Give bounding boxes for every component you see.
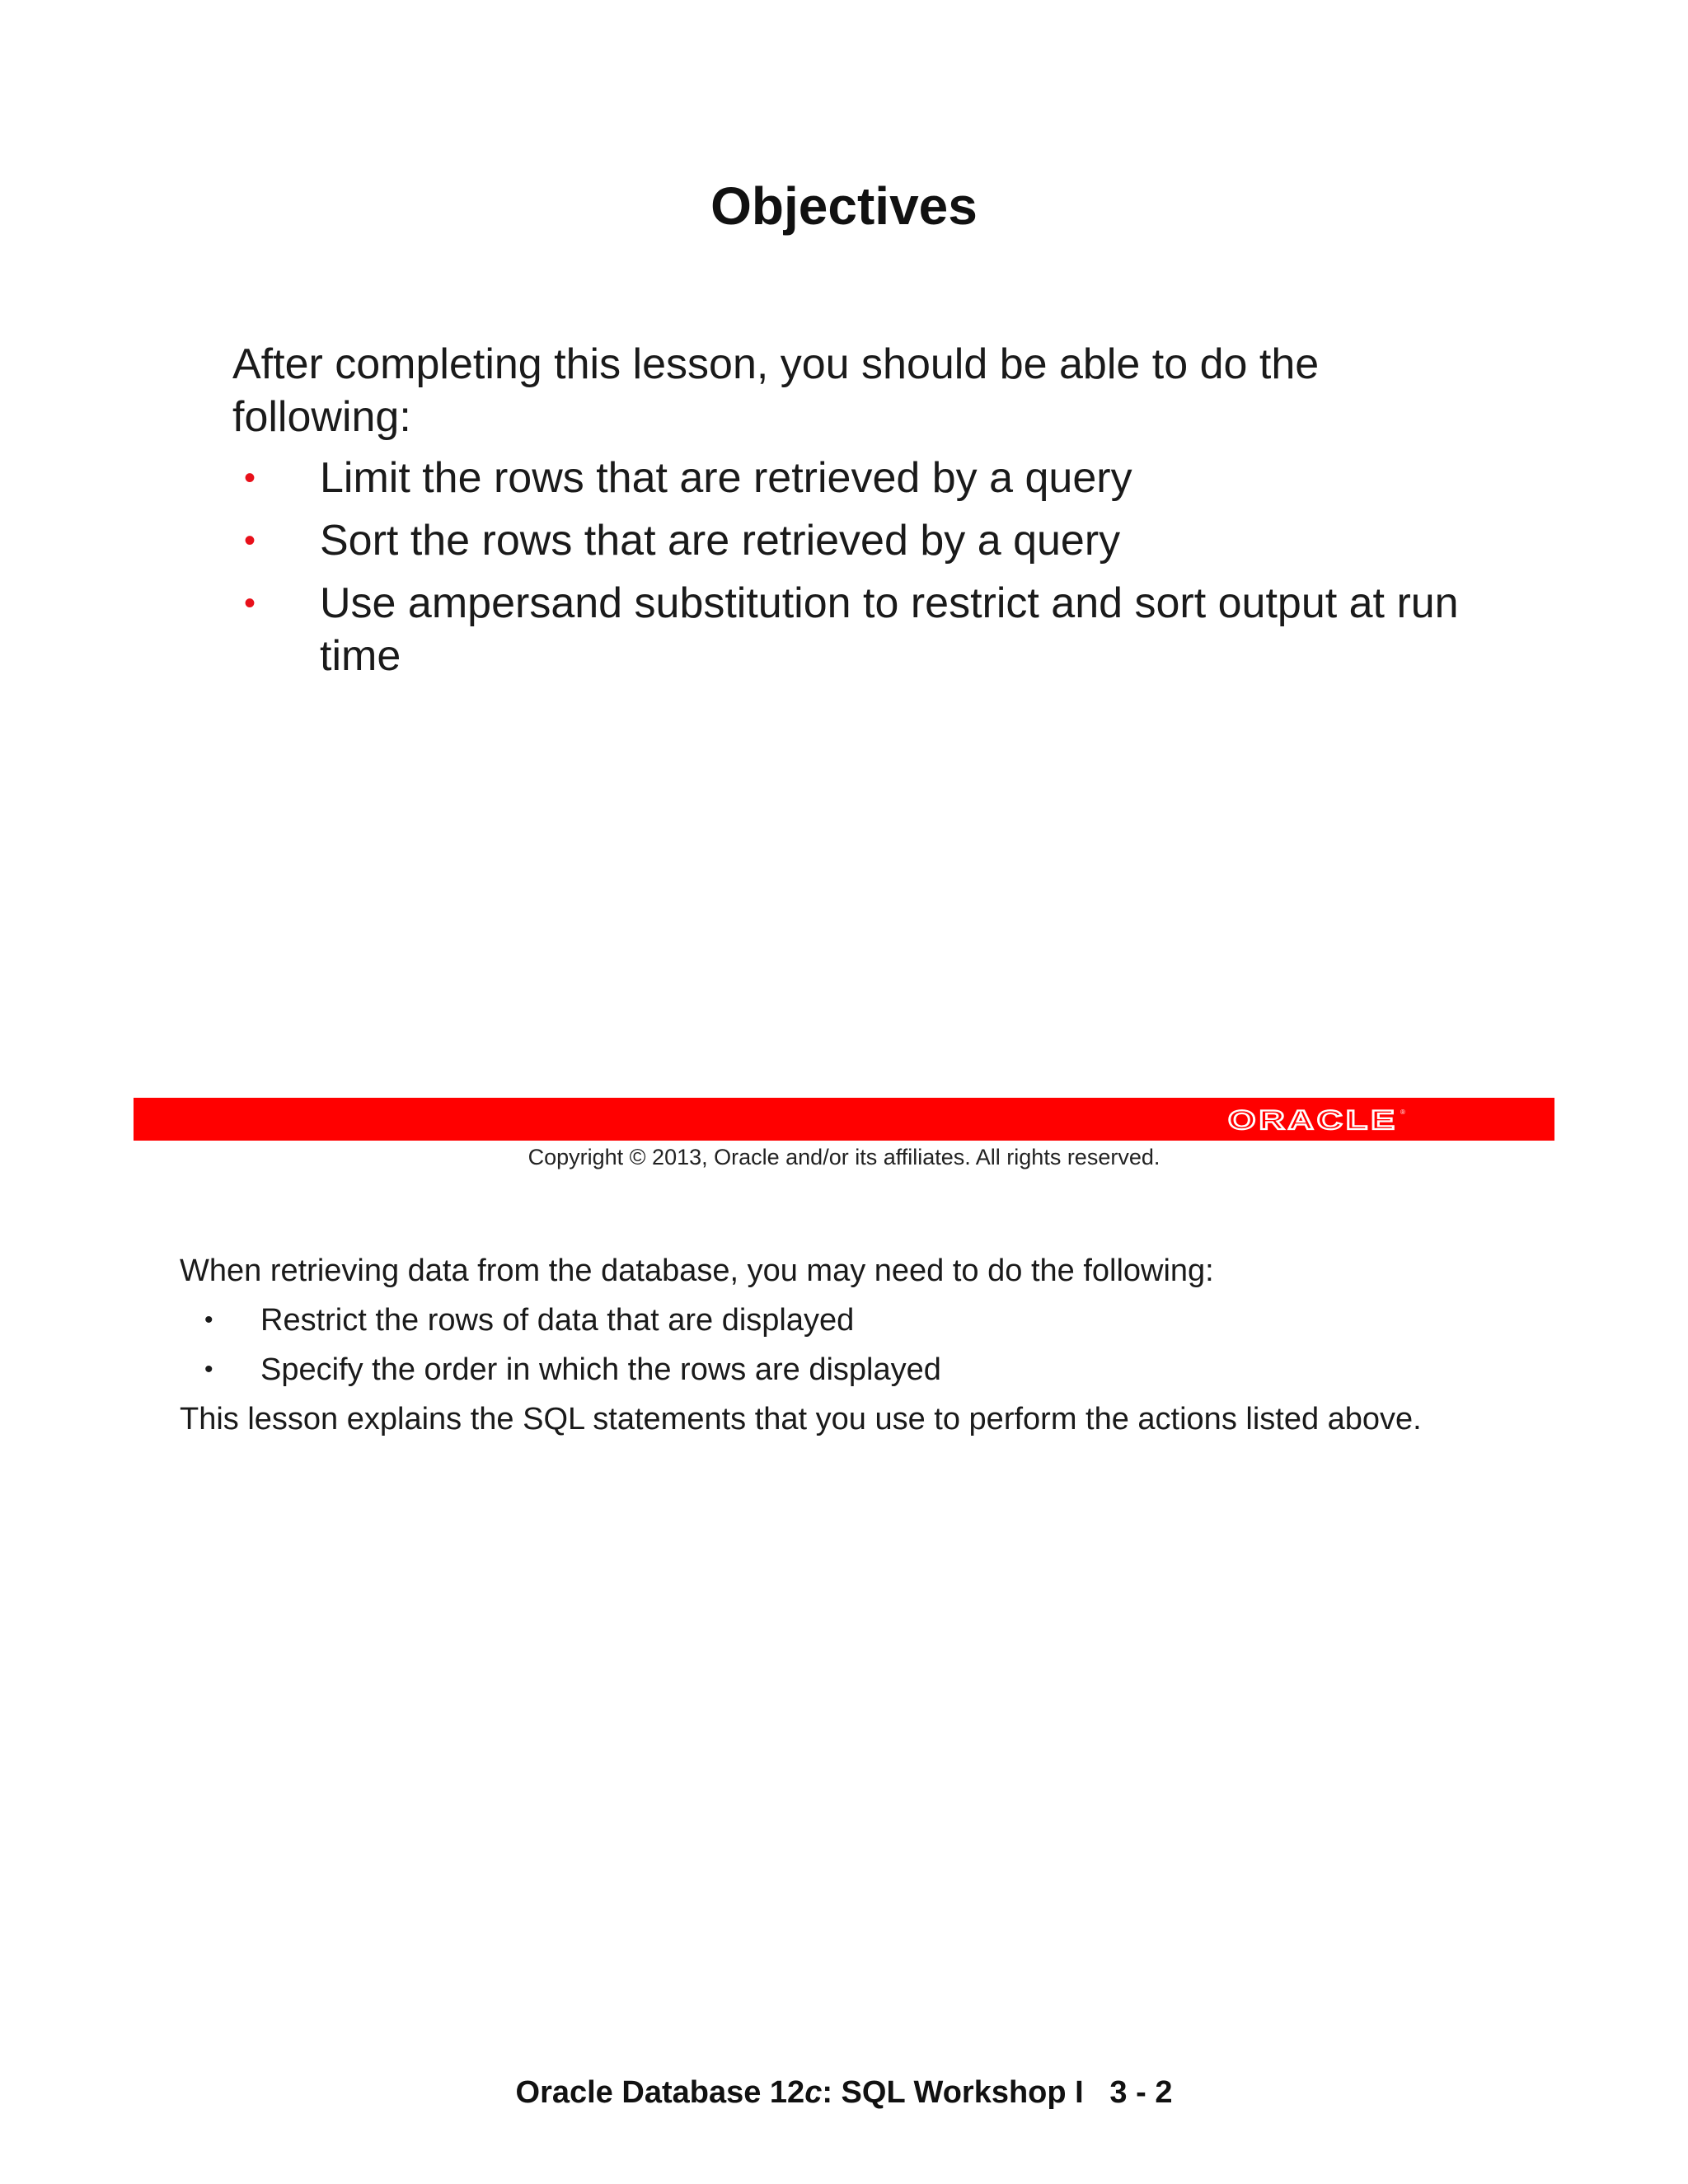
svg-text:®: ® [1400, 1108, 1405, 1116]
speaker-notes [180, 1246, 1581, 1444]
notes-intro: When retrieving data from the database, you may need to do the following: [180, 1254, 1214, 1288]
intro-text: After completing this lesson, you should be able to do the following: [232, 340, 1320, 441]
bullet-icon: • [244, 585, 256, 621]
objective-text: Sort the rows that are retrieved by a query [320, 517, 1121, 565]
bullet-icon: • [244, 523, 256, 559]
objective-item [232, 577, 1469, 682]
slide-title: Objectives [710, 176, 978, 236]
page-footer [0, 2075, 1688, 2111]
bullet-icon: • [204, 1306, 213, 1333]
objective-text: Limit the rows that are retrieved by a query [320, 454, 1132, 502]
footer-italic: c [804, 2075, 823, 2110]
objective-item [232, 452, 1469, 504]
bullet-icon: • [244, 460, 256, 496]
notes-item [180, 1345, 1581, 1394]
objectives-list [232, 452, 1469, 692]
objective-text: Use ampersand substitution to restrict and sort output at run time [320, 579, 1459, 680]
footer-prefix: Oracle Database 12 [515, 2075, 805, 2110]
notes-list [180, 1296, 1581, 1394]
objective-item [232, 514, 1469, 567]
page-number: 3 - 2 [1109, 2075, 1173, 2110]
bullet-icon: • [204, 1356, 213, 1383]
copyright-text: Copyright © 2013, Oracle and/or its affiliates. All rights reserved. [528, 1145, 1160, 1169]
notes-item-text: Specify the order in which the rows are displayed [260, 1352, 941, 1387]
notes-item [180, 1296, 1581, 1345]
logo-text: ORACLE [1228, 1107, 1398, 1133]
notes-item-text: Restrict the rows of data that are displayed [260, 1303, 855, 1338]
oracle-logo [1228, 1107, 1408, 1133]
footer-suffix: : SQL Workshop I [822, 2075, 1084, 2110]
notes-closing: This lesson explains the SQL statements that you use to perform the actions listed above. [180, 1402, 1422, 1436]
